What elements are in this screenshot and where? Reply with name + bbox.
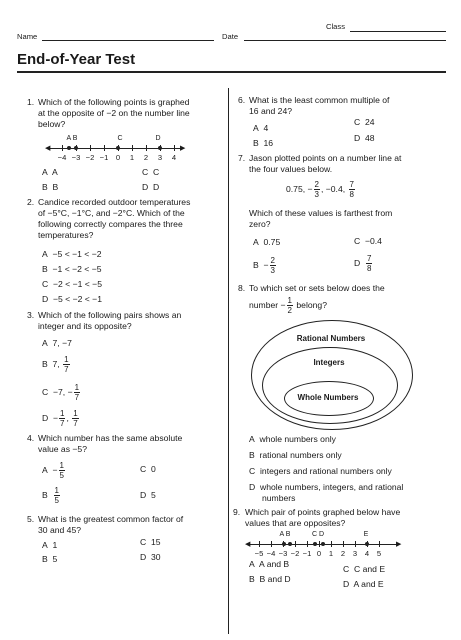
option-letter: C <box>354 117 361 127</box>
q1-point-label: A B <box>66 135 78 142</box>
column-divider <box>228 88 229 634</box>
fraction: $\frac{2}{3}$ <box>314 180 319 199</box>
option-letter: A <box>253 237 259 247</box>
q9-tick-label: −1 <box>302 549 312 558</box>
option-text: −5 < −2 < −1 <box>53 294 102 304</box>
option-letter: C <box>140 537 147 547</box>
q9-point-label: C D <box>311 531 325 538</box>
q8-number: 8. <box>238 283 246 293</box>
name-field[interactable] <box>42 40 214 41</box>
q1-text-line: Which of the following points is graphed <box>38 97 190 107</box>
option-text: − <box>53 412 59 423</box>
q9-tick-label: −5 <box>254 549 264 558</box>
q9-tick <box>307 541 308 547</box>
q8-text: belong? <box>296 299 327 310</box>
fraction: $\frac{1}{7}$ <box>74 383 80 402</box>
q9-tick-label: 2 <box>340 549 346 558</box>
q4-number: 4. <box>27 433 35 443</box>
option-text: 5 <box>151 490 156 500</box>
option-letter: D <box>42 412 49 423</box>
option-letter: B <box>42 489 48 500</box>
q7-values <box>286 180 356 199</box>
q5-number: 5. <box>27 514 35 524</box>
q7-question-line: Which of these values is farthest from <box>249 208 393 218</box>
q1-tick-label: 4 <box>171 153 177 162</box>
q8-option-a[interactable] <box>249 434 336 445</box>
q9-tick <box>271 541 272 547</box>
q5-option-a[interactable] <box>42 540 57 551</box>
q2-text-line: temperatures? <box>38 230 94 240</box>
option-letter: D <box>249 482 256 492</box>
option-letter: B <box>42 554 48 564</box>
option-text: 48 <box>365 133 375 143</box>
option-text: A <box>52 167 58 177</box>
option-letter: B <box>42 182 48 192</box>
q5-option-d[interactable] <box>140 552 161 563</box>
q9-option-b[interactable] <box>249 574 291 585</box>
fraction: $\frac{1}{5}$ <box>54 486 59 505</box>
option-letter: C <box>42 279 49 289</box>
q1-point-c <box>116 146 120 150</box>
q1-point-a <box>67 146 71 150</box>
fraction: $\frac{7}{8}$ <box>367 254 372 273</box>
q4-option-c[interactable] <box>140 464 156 475</box>
q9-point-label: E <box>363 531 369 538</box>
q9-tick-label: 4 <box>364 549 370 558</box>
q9-tick-label: 3 <box>352 549 358 558</box>
q9-point-d <box>321 542 325 546</box>
q1-tick-label: −3 <box>71 153 81 162</box>
option-text: −7, − <box>53 386 73 397</box>
q5-option-c[interactable] <box>140 537 161 548</box>
option-text: C <box>153 167 160 177</box>
option-letter: B <box>42 264 48 274</box>
q1-tick <box>62 145 63 151</box>
q4-option-d[interactable] <box>140 490 156 501</box>
q9-tick <box>319 541 320 547</box>
q3-option-d[interactable] <box>42 409 80 428</box>
q8-option-c[interactable] <box>249 466 392 477</box>
option-text: − <box>52 464 58 475</box>
q5-text-line: What is the greatest common factor of <box>38 514 184 524</box>
option-text: 4 <box>263 123 269 133</box>
fraction: $\frac{1}{7}$ <box>60 409 65 428</box>
q9-left-arrow: ◀ <box>245 541 251 548</box>
option-text: 0.75 <box>263 237 281 247</box>
q6-option-d[interactable] <box>354 133 375 144</box>
page-title: End-of-Year Test <box>17 51 136 68</box>
option-text: , <box>66 412 69 423</box>
option-letter: D <box>142 182 149 192</box>
q1-tick <box>146 145 147 151</box>
q1-tick-label: 1 <box>129 153 135 162</box>
option-letter: C <box>249 466 256 476</box>
q9-point-c <box>313 542 317 546</box>
option-text: A and E <box>353 579 384 589</box>
q9-right-arrow: ▶ <box>396 541 402 548</box>
q9-option-c[interactable] <box>343 564 385 575</box>
option-text: B <box>52 182 59 192</box>
q4-text-line: Which number has the same absolute <box>38 433 183 443</box>
option-letter: A <box>249 434 255 444</box>
q1-tick-label: 2 <box>143 153 149 162</box>
q9-text-line: Which pair of points graphed below have <box>245 507 401 517</box>
option-text: integers and rational numbers only <box>260 466 392 476</box>
q1-text-line: at the opposite of −2 on the number line <box>38 108 190 118</box>
option-text: −0.4 <box>365 236 382 246</box>
q7-question-line: zero? <box>249 219 271 229</box>
option-letter: B <box>249 574 255 584</box>
q4-text-line: value as −5? <box>38 444 87 454</box>
q5-text-line: 30 and 45? <box>38 525 82 535</box>
q1-point-d <box>158 146 162 150</box>
q1-tick-label: −1 <box>99 153 109 162</box>
q1-option-a[interactable] <box>42 167 58 178</box>
q9-tick <box>355 541 356 547</box>
q6-option-b[interactable] <box>253 138 273 149</box>
q3-number: 3. <box>27 310 35 320</box>
option-text: 7, −7 <box>52 338 72 348</box>
fraction: $\frac{7}{8}$ <box>349 180 354 199</box>
option-letter: C <box>142 167 149 177</box>
q2-option-b[interactable] <box>42 264 102 275</box>
date-field[interactable] <box>244 40 446 41</box>
whole-numbers-label: Whole Numbers <box>297 393 359 402</box>
q2-text-line: following correctly compares the three <box>38 219 183 229</box>
q8-option-d-continued: numbers <box>262 493 296 503</box>
title-rule <box>17 71 446 73</box>
q7-option-c[interactable] <box>354 236 382 247</box>
option-text: D <box>153 182 160 192</box>
q2-option-a[interactable] <box>42 249 102 260</box>
option-letter: D <box>343 579 350 589</box>
option-text: C and E <box>354 564 386 574</box>
option-letter: B <box>253 138 259 148</box>
q2-text-line: Candice recorded outdoor temperatures <box>38 197 191 207</box>
q9-tick <box>259 541 260 547</box>
option-letter: D <box>42 294 49 304</box>
option-text: 24 <box>365 117 375 127</box>
option-letter: D <box>140 552 147 562</box>
option-text: 16 <box>263 138 274 148</box>
q1-option-b[interactable] <box>42 182 58 193</box>
q3-text-line: integer and its opposite? <box>38 321 132 331</box>
option-text: 7, <box>52 358 60 369</box>
q3-option-a[interactable] <box>42 338 72 349</box>
option-text: −2 < −1 < −5 <box>53 279 102 289</box>
q1-right-arrow: ▶ <box>180 145 186 152</box>
q9-tick-label: 1 <box>328 549 334 558</box>
q6-option-c[interactable] <box>354 117 375 128</box>
q9-tick-label: 0 <box>316 549 322 558</box>
q1-tick-label: 3 <box>157 153 163 162</box>
option-text: 1 <box>52 540 58 550</box>
q6-number: 6. <box>238 95 246 105</box>
option-letter: D <box>354 133 361 143</box>
option-letter: B <box>253 259 259 270</box>
option-text: 15 <box>151 537 161 547</box>
fraction: $\frac{1}{7}$ <box>64 355 69 374</box>
q1-point-label: C <box>117 135 123 142</box>
q1-tick-label: −2 <box>85 153 95 162</box>
option-letter: D <box>354 257 361 268</box>
q7-text-line: Jason plotted points on a number line at <box>249 153 402 163</box>
q9-tick <box>331 541 332 547</box>
option-text: whole numbers, integers, and rational <box>260 482 404 492</box>
q6-text-line: 16 and 24? <box>249 106 293 116</box>
rational-numbers-label: Rational Numbers <box>296 334 366 343</box>
q1-text-line: below? <box>38 119 66 129</box>
q1-number: 1. <box>27 97 35 107</box>
q1-option-c[interactable] <box>142 167 159 178</box>
option-letter: A <box>42 540 48 550</box>
q1-point-b <box>74 146 78 150</box>
q9-tick-label: −2 <box>290 549 300 558</box>
q5-option-b[interactable] <box>42 554 57 565</box>
option-text: 5 <box>52 554 58 564</box>
q1-tick <box>132 145 133 151</box>
q3-text-line: Which of the following pairs shows an <box>38 310 182 320</box>
q2-text-line: of −5°C, −1°C, and −2°C. Which of the <box>38 208 185 218</box>
q8-text-line: To which set or sets below does the <box>249 283 385 293</box>
q9-tick <box>295 541 296 547</box>
q9-point-label: A B <box>279 531 291 538</box>
q6-text-line: What is the least common multiple of <box>249 95 390 105</box>
q9-tick <box>379 541 380 547</box>
option-letter: A <box>42 249 48 259</box>
option-letter: B <box>249 450 255 460</box>
option-letter: D <box>140 490 147 500</box>
q9-option-d[interactable] <box>343 579 384 590</box>
q7-option-a[interactable] <box>253 237 280 248</box>
q8-text-line-2 <box>249 296 327 315</box>
q1-option-d[interactable] <box>142 182 159 193</box>
q7-text-line: the four values below. <box>249 164 333 174</box>
q1-tick-label: 0 <box>115 153 121 162</box>
q4-option-b[interactable] <box>42 486 61 505</box>
option-text: A and B <box>259 559 290 569</box>
option-text: − <box>263 259 269 270</box>
q9-point-e <box>365 542 369 546</box>
q1-tick <box>90 145 91 151</box>
q9-tick <box>343 541 344 547</box>
option-text: 0 <box>151 464 156 474</box>
class-label: Class <box>326 22 345 31</box>
q1-left-arrow: ◀ <box>45 145 51 152</box>
q8-option-b[interactable] <box>249 450 342 461</box>
fraction: $\frac{2}{3}$ <box>270 256 275 275</box>
q9-text-line: values that are opposites? <box>245 518 346 528</box>
q9-tick-label: −4 <box>266 549 276 558</box>
q9-number: 9. <box>233 507 241 517</box>
q8-option-d[interactable] <box>249 482 403 493</box>
option-letter: C <box>354 236 361 246</box>
integers-label: Integers <box>313 358 345 367</box>
option-text: 30 <box>151 552 161 562</box>
q3-option-c[interactable] <box>42 383 81 402</box>
option-text: −5 < −1 < −2 <box>52 249 102 259</box>
option-text: −1 < −2 < −5 <box>52 264 102 274</box>
q9-point-b <box>288 542 292 546</box>
fraction: $\frac{1}{7}$ <box>73 409 78 428</box>
q2-option-c[interactable] <box>42 279 102 290</box>
q6-option-a[interactable] <box>253 123 268 134</box>
class-field[interactable] <box>350 31 446 32</box>
date-label: Date <box>222 32 239 41</box>
q2-number: 2. <box>27 197 35 207</box>
option-text: B and D <box>259 574 291 584</box>
q4-option-a[interactable] <box>42 461 66 480</box>
option-text: whole numbers only <box>259 434 336 444</box>
q1-tick-label: −4 <box>57 153 67 162</box>
q3-option-b[interactable] <box>42 355 71 374</box>
q7-number: 7. <box>238 153 246 163</box>
option-letter: C <box>140 464 147 474</box>
option-letter: C <box>42 386 49 397</box>
name-label: Name <box>17 32 38 41</box>
values-text: 0.75, − <box>286 183 313 194</box>
fraction: $\frac{1}{2}$ <box>287 296 292 315</box>
q7-option-b[interactable] <box>253 256 277 275</box>
fraction: $\frac{1}{5}$ <box>59 461 64 480</box>
option-letter: C <box>343 564 350 574</box>
q2-option-d[interactable] <box>42 294 102 305</box>
option-letter: A <box>42 167 48 177</box>
q9-option-a[interactable] <box>249 559 289 570</box>
q7-option-d[interactable] <box>354 254 373 273</box>
option-letter: A <box>249 559 255 569</box>
q1-tick <box>174 145 175 151</box>
q8-text: number − <box>249 299 286 310</box>
q1-point-label: D <box>155 135 161 142</box>
option-letter: B <box>42 358 48 369</box>
option-letter: A <box>42 464 48 475</box>
values-text: , −0.4, <box>320 183 346 194</box>
q9-tick-label: −3 <box>278 549 288 558</box>
option-letter: A <box>42 338 48 348</box>
q9-point-a <box>282 542 286 546</box>
q1-tick <box>104 145 105 151</box>
q9-tick-label: 5 <box>376 549 382 558</box>
option-letter: A <box>253 123 259 133</box>
option-text: rational numbers only <box>259 450 342 460</box>
